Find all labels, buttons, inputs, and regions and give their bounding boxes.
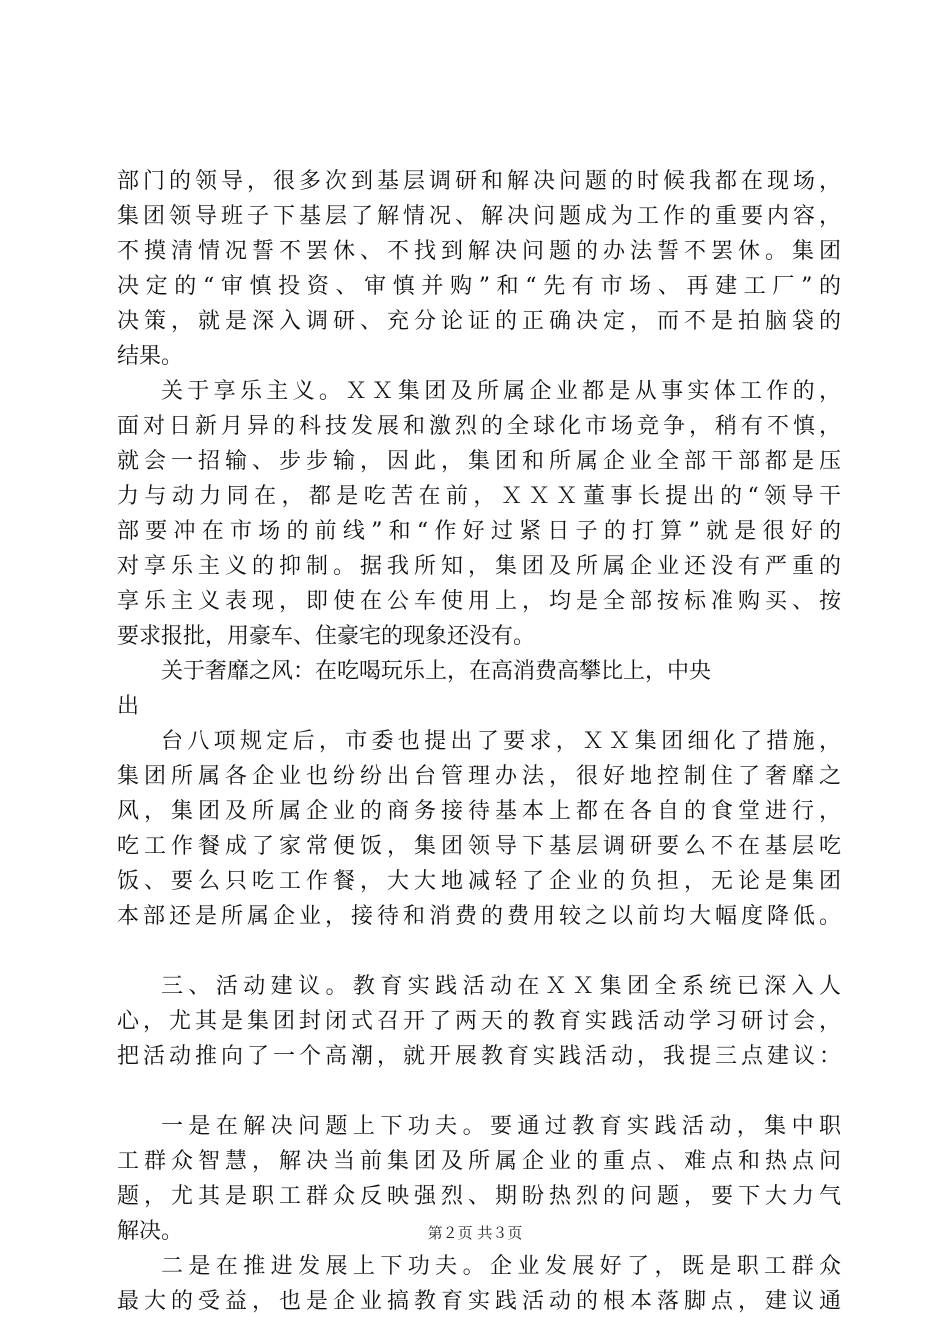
text-line: 享乐主义表现，即使在公车使用上，均是全部按标准购买、按: [117, 589, 841, 614]
page-footer: 第２页 共３页: [427, 1224, 523, 1242]
text-line: 台八项规定后，市委也提出了要求，ＸＸ集团细化了措施，: [161, 729, 841, 754]
text-line: 力与动力同在，都是吃苦在前，ＸＸＸ董事长提出的“领导干: [117, 484, 841, 509]
text-line: 部要冲在市场的前线”和“作好过紧日子的打算”就是很好的: [117, 519, 841, 544]
text-line: 对享乐主义的抑制。据我所知，集团及所属企业还没有严重的: [117, 554, 841, 579]
text-line: 三、活动建议。教育实践活动在ＸＸ集团全系统已深入人: [161, 974, 841, 999]
text-line: 集团所属各企业也纷纷出台管理办法，很好地控制住了奢靡之: [117, 764, 841, 789]
text-line: 最大的受益，也是企业搞教育实践活动的根本落脚点，建议通: [117, 1289, 841, 1314]
text-line: 决策，就是深入调研、充分论证的正确决定，而不是拍脑袋的: [117, 309, 841, 334]
text-line: 心，尤其是集团封闭式召开了两天的教育实践活动学习研讨会，: [117, 1009, 841, 1034]
text-line: 吃工作餐成了家常便饭，集团领导下基层调研要么不在基层吃: [117, 834, 841, 859]
text-line: 风，集团及所属企业的商务接待基本上都在各自的食堂进行，: [117, 799, 841, 824]
text-line: 二是在推进发展上下功夫。企业发展好了，既是职工群众: [161, 1254, 841, 1279]
text-line: 把活动推向了一个高潮，就开展教育实践活动，我提三点建议：: [117, 1044, 841, 1069]
text-line: 工群众智慧，解决当前集团及所属企业的重点、难点和热点问: [117, 1149, 841, 1174]
text-line: 题，尤其是职工群众反映强烈、期盼热烈的问题，要下大力气: [117, 1184, 841, 1209]
text-line: 结果。: [117, 344, 184, 369]
text-line: 面对日新月异的科技发展和激烈的全球化市场竞争，稍有不慎，: [117, 414, 841, 439]
text-line: 关于奢靡之风：在吃喝玩乐上，在高消费高攀比上，中央: [161, 659, 712, 684]
text-line: 不摸清情况誓不罢休、不找到解决问题的办法誓不罢休。集团: [117, 239, 841, 264]
text-line: 本部还是所属企业，接待和消费的费用较之以前均大幅度降低。: [117, 904, 841, 929]
text-line: 饭、要么只吃工作餐，大大地减轻了企业的负担，无论是集团: [117, 869, 841, 894]
text-line: 解决。: [117, 1219, 184, 1244]
text-line: 部门的领导，很多次到基层调研和解决问题的时候我都在现场，: [117, 169, 841, 194]
text-line: 一是在解决问题上下功夫。要通过教育实践活动，集中职: [161, 1114, 841, 1139]
text-line: 就会一招输、步步输，因此，集团和所属企业全部干部都是压: [117, 449, 841, 474]
text-line: 关于享乐主义。ＸＸ集团及所属企业都是从事实体工作的，: [161, 379, 841, 404]
text-line: 出: [117, 694, 140, 719]
blank-line: [117, 934, 841, 969]
document-body: [117, 164, 841, 1319]
text-line: 集团领导班子下基层了解情况、解决问题成为工作的重要内容，: [117, 204, 841, 229]
blank-line: [117, 1074, 841, 1109]
text-line: 要求报批，用豪车、住豪宅的现象还没有。: [117, 624, 536, 649]
text-line: 决定的“审慎投资、审慎并购”和“先有市场、再建工厂”的: [117, 274, 841, 299]
